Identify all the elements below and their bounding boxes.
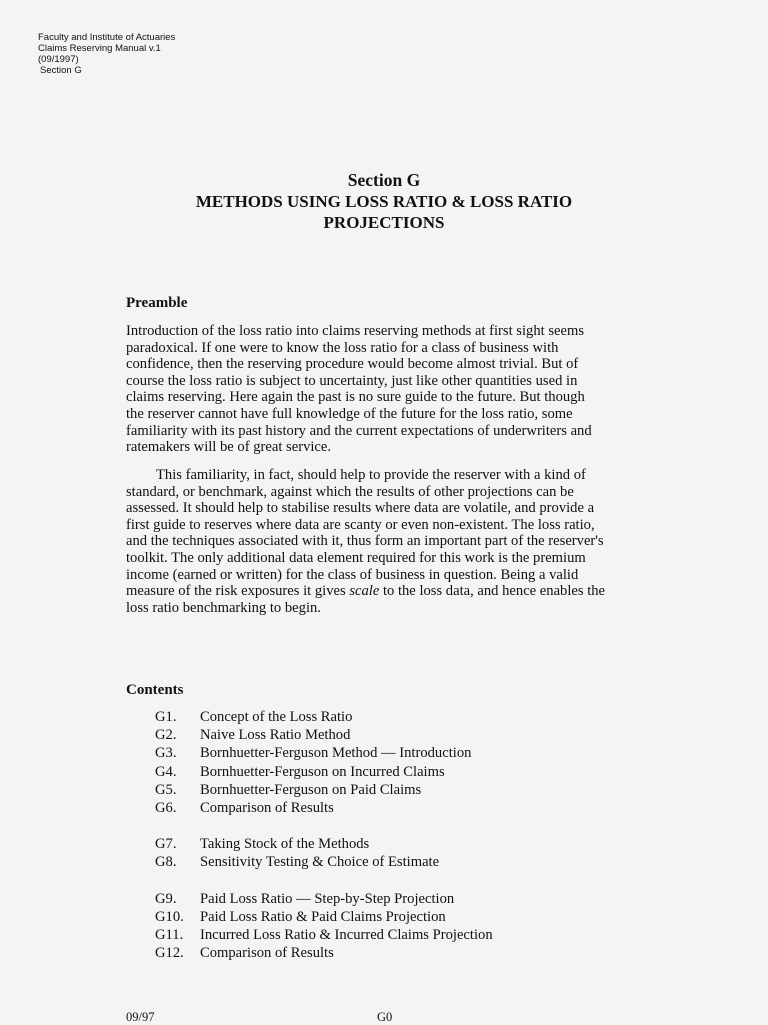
contents-list xyxy=(155,708,493,962)
item-title: Comparison of Results xyxy=(200,800,334,817)
contents-item xyxy=(155,853,493,871)
header-section: Section G xyxy=(40,65,82,76)
item-number: G5. xyxy=(155,781,177,798)
preamble-paragraph-2 xyxy=(126,467,646,616)
contents-item xyxy=(155,781,493,799)
contents-item xyxy=(155,744,493,762)
paragraph-line: This familiarity, in fact, should help to provide the reserver with a kind of xyxy=(156,467,586,483)
contents-item xyxy=(155,908,493,926)
contents-heading: Contents xyxy=(126,682,184,698)
item-title: Taking Stock of the Methods xyxy=(200,836,370,853)
paragraph-line: the reserver cannot have full knowledge of the future for the loss ratio, some xyxy=(126,405,573,422)
contents-item xyxy=(155,726,493,744)
paragraph-line: and the techniques associated with it, thus form an important part of the reserver's xyxy=(126,533,604,550)
title-line-2: PROJECTIONS xyxy=(323,213,445,232)
preamble-paragraph-1 xyxy=(126,323,646,456)
contents-spacer xyxy=(155,817,493,835)
item-title: Concept of the Loss Ratio xyxy=(200,709,353,725)
item-title: Bornhuetter-Ferguson on Incurred Claims xyxy=(200,763,445,780)
paragraph-line xyxy=(126,583,646,600)
item-number: G9. xyxy=(155,890,177,907)
paragraph-line: course the loss ratio is subject to uncertainty, just like other quantities used in xyxy=(126,372,578,389)
page-number: G0 xyxy=(377,1010,393,1024)
item-number: G6. xyxy=(155,800,177,817)
footer-date: 09/97 xyxy=(126,1010,155,1024)
paragraph-line: ratemakers will be of great service. xyxy=(126,439,332,456)
paragraph-line: assessed. It should help to stabilise results where data are volatile, and provide a xyxy=(126,500,595,517)
preamble-heading: Preamble xyxy=(126,295,188,311)
item-number: G4. xyxy=(155,763,177,780)
contents-item xyxy=(155,799,493,817)
paragraph-line: familiarity with its past history and the current expectations of underwriters and xyxy=(126,422,592,439)
item-number: G11. xyxy=(155,927,184,944)
contents-item xyxy=(155,926,493,944)
title-line-1: METHODS USING LOSS RATIO & LOSS RATIO xyxy=(195,192,573,211)
item-title: Sensitivity Testing & Choice of Estimate xyxy=(200,854,440,871)
paragraph-line: loss ratio benchmarking to begin. xyxy=(126,599,321,616)
page-title xyxy=(0,170,768,233)
contents-item xyxy=(155,708,493,726)
item-title: Paid Loss Ratio & Paid Claims Projection xyxy=(200,908,446,925)
emphasis-scale: scale xyxy=(349,583,380,600)
contents-item xyxy=(155,944,493,962)
paragraph-line: standard, or benchmark, against which the results of other projections can be xyxy=(126,483,574,500)
paragraph-text: measure of the risk exposures it gives xyxy=(126,583,350,600)
item-number: G1. xyxy=(155,709,177,725)
paragraph-line: toolkit. The only additional data element required for this work is the premium xyxy=(126,549,586,566)
item-title: Comparison of Results xyxy=(200,945,334,962)
item-title: Naive Loss Ratio Method xyxy=(200,727,351,744)
header-date: (09/1997) xyxy=(38,54,79,65)
section-heading: Section G xyxy=(347,170,421,190)
contents-item xyxy=(155,835,493,853)
item-number: G7. xyxy=(155,836,177,853)
item-number: G2. xyxy=(155,727,177,744)
contents-item xyxy=(155,763,493,781)
item-title: Incurred Loss Ratio & Incurred Claims Projection xyxy=(200,927,493,944)
item-title: Paid Loss Ratio — Step-by-Step Projection xyxy=(200,890,455,907)
item-number: G12. xyxy=(155,945,184,962)
item-number: G10. xyxy=(155,908,184,925)
item-number: G3. xyxy=(155,745,177,762)
document-header xyxy=(38,32,175,76)
paragraph-line: income (earned or written) for the class of business in question. Being a valid xyxy=(126,566,579,583)
paragraph-line: first guide to reserves where data are scanty or even non-existent. The loss ratio, xyxy=(126,516,595,533)
paragraph-line: Introduction of the loss ratio into claims reserving methods at first sight seems xyxy=(126,323,585,339)
item-title: Bornhuetter-Ferguson Method — Introduction xyxy=(200,745,472,762)
paragraph-line: claims reserving. Here again the past is no sure guide to the future. But though xyxy=(126,389,585,406)
contents-item xyxy=(155,890,493,908)
header-manual-title: Claims Reserving Manual v.1 xyxy=(38,43,161,54)
contents-spacer xyxy=(155,872,493,890)
paragraph-line: paradoxical. If one were to know the loss ratio for a class of business with xyxy=(126,339,559,356)
item-title: Bornhuetter-Ferguson on Paid Claims xyxy=(200,781,422,798)
header-organization: Faculty and Institute of Actuaries xyxy=(38,32,176,43)
paragraph-line: confidence, then the reserving procedure would become almost trivial. But of xyxy=(126,356,579,373)
item-number: G8. xyxy=(155,854,177,871)
paragraph-text: to the loss data, and hence enables the xyxy=(379,583,606,600)
